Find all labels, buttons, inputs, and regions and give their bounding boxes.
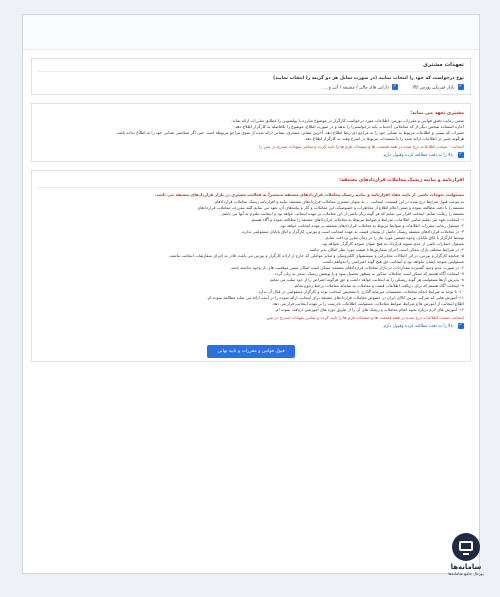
risk-statement-line: ۹- اینجانب آگاه هستم که برای دریافت اطلاعات قیمت و معاملات به سامانه معاملات برخط رجوع نمایم.: [293, 283, 464, 289]
risk-statement-line: به موجب قبول شرایط درج شده در این قسمت، اینجانب ... به عنوان مشتری معاملات قراردادهای مشتقه، بیانیه و افزارنامه ریسک معاملات قراردادهای: [214, 198, 464, 204]
checkbox-checked-icon[interactable]: [458, 152, 464, 158]
commitment-paragraph: هرگونه تغییر در اطلاعات ارائه شده را با مستندات مربوط در اسرع وقت به کارگزار اطلاع دهد.: [304, 136, 464, 142]
checkbox-checked-icon[interactable]: [458, 323, 464, 329]
checkbox-checked-icon[interactable]: [392, 84, 398, 90]
confirmation-warning: اینجانب : صحت اطلاعات درج شده در همه قسمت ها و صفحات فرم ها را تایید کرده و تمامی تعهدات مندرج در متن را: [259, 144, 464, 150]
section-title: افزارنامه و بیانیه ریسک معاملات قراردادهای مشتقه:: [339, 178, 464, 184]
logo-name: سامانه‌ها: [450, 563, 482, 571]
card-title: تعهدات مشتری: [38, 62, 464, 72]
risk-statement-line: ۷- اینجانب آگاه هستم که ممکن است معاملات مذکور به منظور تحصیل سود و یا پوشش ریسک، منجر به زیان گردد.: [273, 271, 464, 277]
option-financial-assets[interactable]: ✓ دارایی های مالی / مشتقه / آتی و ...: [323, 84, 398, 91]
risk-statement-line: ۳- در معاملات قراردادهای مشتقه ریسک حاصل از نوسان قیمت به عهده اینجانب است و بورس، کارگزار و اتاق پایاپای مسئولیتی ندارند.: [240, 228, 464, 234]
submit-area: [38, 337, 464, 358]
risk-statement-line: ۱- اینجانب تعهد می نمایم تمامی اطلاعات، شرایط و ضوابط مربوط به معاملات قراردادهای مشتقه را مطالعه نموده و آگاه هستم.: [250, 216, 464, 222]
agree-checkbox[interactable]: ✓ بالا را به دقت مطالعه کرده وقبول دارم: [38, 152, 464, 158]
logo-subtitle: پورتال جامع سامانه‌ها: [448, 571, 484, 576]
checkbox-checked-icon[interactable]: [458, 84, 464, 90]
confirmation-warning: اینجانب صحت اطلاعات درج شده در همه قسمت ها و صفحات فرم ها را تایید کرده و تمامی تعهدات مندرج در متن: [266, 315, 464, 321]
form-frame: [22, 14, 480, 574]
option-physical-market[interactable]: ✓ بازار فیزیکی بورس کالا: [412, 84, 464, 91]
request-type-question: نوع درخواست که خود را انتخاب نمایید (در صورت تمایل هر دو گزینه را انتخاب نمایید): [273, 76, 464, 81]
derivatives-risk-card: [31, 170, 471, 362]
risk-statement-line: ۱۱- آموزش هایی که شرکت بورس کالای ایران در خصوص معاملات قراردادهای مشتقه برای اینجانب ارائه نموده را در آینده ارائه می نماید مطالعه نموده ام.: [206, 295, 464, 301]
final-submit-button[interactable]: قبول قوانین و مقررات و تایید نهایی: [207, 345, 294, 358]
risk-statement-line: مسئول خسارات ناشی از عدم تسویه قرارداد، به هیچ عنوان متوجه کارگزار نخواهد بود.: [320, 240, 464, 246]
risk-statement-line: ۲- مسئول رعایت مقررات اطلاعات و ضوابط مربوط به معاملات قراردادهای مشتقه بر عهده اینجانب خواهد بود.: [279, 222, 464, 228]
section-title: مشتری تعهد می نماید:: [410, 110, 464, 116]
top-bar: [23, 15, 479, 50]
risk-statement-line: مشتقه را رعایت نمایم. اینجانب اقرار می نمایم که هر گونه زیان ناشی از این معاملات بر عهده اینجانب خواهد بود و اینجانب ملتزم به آنها می باشم.: [221, 210, 464, 216]
agree-checkbox[interactable]: ✓ بالا را به دقت مطالعه کرده وقبول دارم: [38, 323, 464, 329]
request-type-options: [38, 84, 464, 91]
risk-statement-line: مشتقه را با دقت مطالعه نموده و ضمن اعلام اطلاع از مخاطرات و خصوصیات این معاملات و آثار و پیامدهای آن، تعهد می نمایم کلیه مقررات معاملات قراردادهای: [197, 204, 464, 210]
risk-statement-list: [38, 199, 464, 314]
risk-statement-line: ۴- در شرایط مختلف بازار، ممکن است اجرای سفارش‌ها با قیمت مورد نظر امکان پذیر نباشد.: [308, 246, 464, 252]
commitment-paragraph: ضمن رعایت دقیق قوانین و مقررات بورس، اطلاعات مورد درخواست کارگزار در موضوع مبارزه با پولشویی را مطابق مقررات ارائه نماید.: [231, 117, 464, 123]
customer-obligations-card: [31, 58, 471, 95]
risk-statement-line: ۱۲- آموزش های لازم درباره نحوه انجام معاملات و ریسک های آن را از طریق دوره های آموزشی دریافت نموده ام.: [274, 307, 464, 313]
monitor-logo-icon: [452, 533, 480, 561]
customer-commitments-card: [31, 103, 471, 163]
risk-statement-line: ۵- چنانچه کارگزار و بورس، در اثر اختلالات مخابراتی و سیستمهای الکترونیکی و سایر عواملی که خارج از اراده کارگزار و بورس می باشد، قادر به اجرای سفارشات اینجانب نباشند،: [168, 252, 464, 258]
risk-statement-line: ۸- پذیرش آن‌ها مسئولیت هر گونه ریسکی را به اینجانب خواهد داشت و حق هرگونه اعتراض را از خود سلب می نمایم.: [268, 277, 464, 283]
commitment-paragraph: اجازه استفاده شخص دیگر از کد معاملاتی (خدمات پایه درخواستی) را ندهد و در صورت اطلاع، موضوع را بلافاصله به کارگزار اطلاع دهد.: [233, 123, 464, 129]
risk-statement-line: اطلاع اینجانب از آموزش ها و شرایط ضوابط معاملات، مسئولیت اطلاعات نادرست را بر عهده اینجانب قرار می دهد.: [271, 301, 464, 307]
risk-statement-line: مسئولیتی متوجه ایشان نخواهد بود و اینجانب حق هیچ گونه اعتراضی را نخواهم داشت.: [321, 258, 464, 264]
risk-statement-line: توسط کارگزار یا اتاق پایاپای، وجوه تضمین مورد نیاز را در زمان مقرر پرداخت نمایم.: [324, 234, 464, 240]
intro-paragraph: مسئولیت تعهدات ناشی از تایید مفاد افزارنامه و بیانیه ریسک معاملات قراردادهای مشتقه منحصراً به فعالیت مشتری در بازار قراردادهای مشتقه می باشد.: [154, 192, 464, 198]
risk-statement-line: ۱۰- با توجه به شرایط انجام معاملات، تصمیمات سرمایه گذاری با تشخیص اینجانب بوده و کارگزار مسئولیتی در قبال آن ندارد.: [257, 289, 464, 295]
divider: [38, 187, 464, 188]
site-logo: [440, 533, 492, 593]
commitment-paragraph: تغییرات که پستی و اطلاعات مربوط به نشانی خود را به مراجع ذی ربط اطلاع دهد. آخرین نشانی مشتری، نشانی ارائه شده از سوی مراجع مربوطه است حتی اگر متقاضی نشانی خود را به اطلاع نداده باشد.: [115, 129, 464, 135]
risk-statement-line: ۶- در صورت عدم وجود گسترده مقداردادن در بازار معاملات قراردادهای مشتقه، ممکن است امکان بستن موقعیت های باز وجود نداشته باشد.: [229, 265, 464, 271]
